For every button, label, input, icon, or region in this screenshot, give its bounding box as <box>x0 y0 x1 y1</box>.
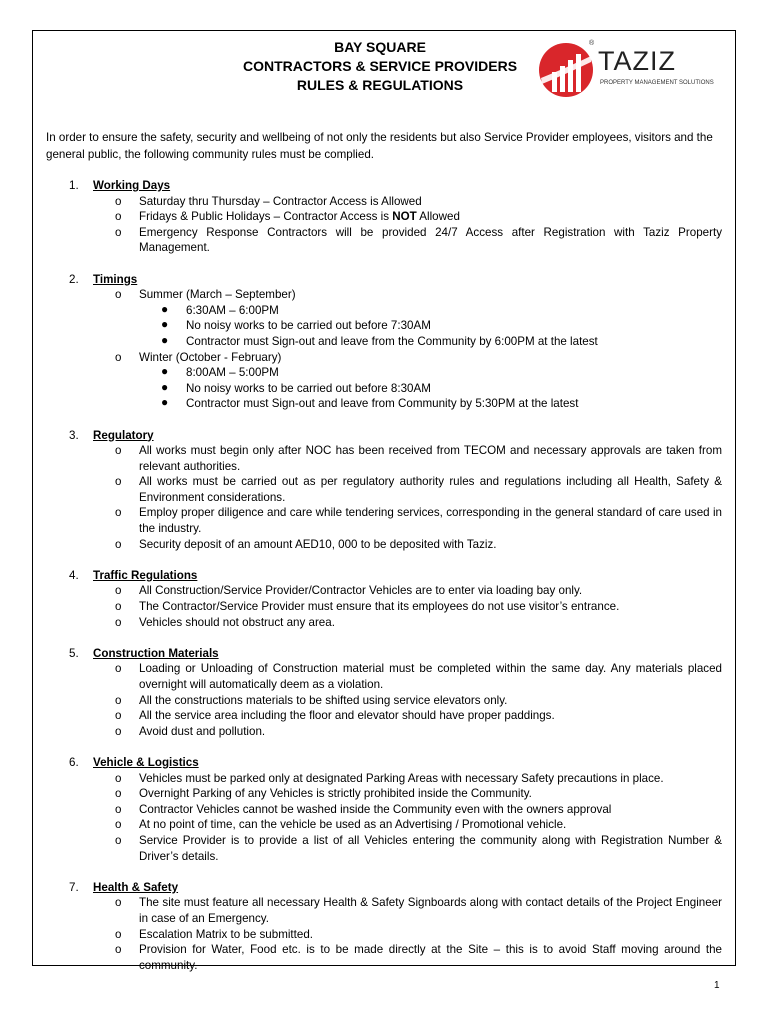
section-title: Timings <box>93 272 138 286</box>
sub-rule-item <box>46 318 722 334</box>
rule-text <box>139 209 722 225</box>
section-number: 4. <box>69 568 79 582</box>
section-heading <box>46 178 722 194</box>
document-title <box>220 38 540 95</box>
section-title: Working Days <box>93 179 171 192</box>
section-title: Health & Safety <box>93 880 179 894</box>
rule-item <box>46 287 722 303</box>
page-number: 1 <box>714 980 720 991</box>
bullet-circle-icon: o <box>115 662 122 676</box>
bullet-circle-icon: o <box>115 787 122 801</box>
rule-text-part: Allowed <box>416 210 460 224</box>
sub-rule-text: No noisy works to be carried out before 8:30AM <box>186 381 431 395</box>
bullet-circle-icon: o <box>115 584 122 598</box>
rule-section <box>46 880 722 974</box>
section-heading <box>46 272 722 288</box>
bullet-circle-icon: o <box>115 833 122 847</box>
rule-section <box>46 178 722 256</box>
rule-text: All Construction/Service Provider/Contractor Vehicles are to enter via loading bay only. <box>139 584 583 598</box>
bullet-circle-icon: o <box>115 506 122 520</box>
rule-text: All the constructions materials to be shifted using service elevators only. <box>139 693 508 707</box>
section-heading <box>46 428 722 444</box>
sub-rule-text: 6:30AM – 6:00PM <box>186 303 279 317</box>
rule-item <box>46 833 722 864</box>
bullet-circle-icon: o <box>115 693 122 707</box>
rule-text: Security deposit of an amount AED10, 000 to be deposited with Taziz. <box>139 537 497 551</box>
section-title: Construction Materials <box>93 646 219 660</box>
logo-brand: TAZIZ <box>598 46 676 76</box>
logo-tagline: PROPERTY MANAGEMENT SOLUTIONS <box>600 80 714 86</box>
rule-text: Vehicles should not obstruct any area. <box>139 615 335 629</box>
sub-rule-text: Contractor must Sign-out and leave from the Community by 6:00PM at the latest <box>186 334 598 348</box>
title-line-1: BAY SQUARE <box>334 39 426 55</box>
section-heading <box>46 880 722 896</box>
rule-text: Saturday thru Thursday – Contractor Access is Allowed <box>139 194 422 208</box>
bullet-circle-icon: o <box>115 615 122 629</box>
rule-item <box>46 927 722 943</box>
taziz-logo <box>536 40 736 100</box>
section-number: 5. <box>69 646 79 660</box>
rule-section <box>46 272 722 412</box>
section-number: 7. <box>69 880 79 894</box>
bullet-dot-icon: ● <box>161 379 169 394</box>
sub-rule-item <box>46 381 722 397</box>
bullet-circle-icon: o <box>115 709 122 723</box>
sub-rule-item <box>46 303 722 319</box>
rule-text: Avoid dust and pollution. <box>139 724 266 738</box>
bullet-dot-icon: ● <box>161 364 169 379</box>
title-line-2: CONTRACTORS & SERVICE PROVIDERS <box>242 58 518 74</box>
bullet-circle-icon: o <box>115 818 122 832</box>
bullet-circle-icon: o <box>115 600 122 614</box>
rule-text-emphasis: NOT <box>392 210 417 224</box>
bullet-circle-icon: o <box>115 210 122 224</box>
rule-text: The site must feature all necessary Health & Safety Signboards along with contact details of the Project Engineer in case of an Emergency. <box>139 896 722 925</box>
bullet-circle-icon: o <box>115 724 122 738</box>
sub-rule-item <box>46 365 722 381</box>
bullet-circle-icon: o <box>115 288 122 302</box>
rule-text: Loading or Unloading of Construction material must be completed within the same day. Any materials placed overnight will automatically deem as a violation. <box>139 662 722 691</box>
rule-item <box>46 583 722 599</box>
rule-text-part: Fridays & Public Holidays – Contractor Access is <box>139 210 393 224</box>
rule-item <box>46 661 722 692</box>
rule-item <box>46 474 722 505</box>
rule-text: All works must be carried out as per regulatory authority rules and regulations including all Health, Safety & Environment considerations. <box>139 475 722 504</box>
rule-text: All works must begin only after NOC has been received from TECOM and necessary approvals are taken from relevant authorities. <box>139 444 722 473</box>
rules-sections <box>46 178 722 989</box>
bullet-dot-icon: ● <box>161 332 169 347</box>
rule-section <box>46 428 722 553</box>
section-title: Regulatory <box>93 428 154 442</box>
bullet-circle-icon: o <box>115 444 122 458</box>
sub-rule-text: Contractor must Sign-out and leave from Community by 5:30PM at the latest <box>186 397 579 411</box>
rule-item <box>46 209 722 225</box>
rule-section <box>46 646 722 740</box>
rule-item <box>46 443 722 474</box>
rule-item <box>46 724 722 740</box>
rule-item <box>46 942 722 973</box>
rule-section <box>46 755 722 864</box>
rule-item <box>46 802 722 818</box>
bullet-circle-icon: o <box>115 537 122 551</box>
rule-text: Emergency Response Contractors will be provided 24/7 Access after Registration with Taziz Property Management. <box>139 225 722 255</box>
sub-rule-item <box>46 334 722 350</box>
bullet-dot-icon: ● <box>161 301 169 316</box>
rule-text: Employ proper diligence and care while tendering services, corresponding in the general standard of care used in the industry. <box>139 506 722 536</box>
rule-text: Escalation Matrix to be submitted. <box>139 927 313 941</box>
rule-item <box>46 615 722 631</box>
rule-item <box>46 817 722 833</box>
bullet-circle-icon: o <box>115 771 122 785</box>
rule-text: All the service area including the floor and elevator should have proper paddings. <box>139 709 555 723</box>
bullet-circle-icon: o <box>115 927 122 941</box>
bullet-circle-icon: o <box>115 896 122 910</box>
rule-text: Winter (October - February) <box>139 350 282 364</box>
rule-text: Contractor Vehicles cannot be washed inside the Community even with the owners approval <box>139 802 612 816</box>
sub-rule-text: No noisy works to be carried out before 7:30AM <box>186 319 431 333</box>
bullet-circle-icon: o <box>115 475 122 489</box>
bullet-dot-icon: ● <box>161 395 169 410</box>
rule-item <box>46 194 722 210</box>
rule-item <box>46 895 722 926</box>
section-number: 1. <box>69 179 79 192</box>
bullet-dot-icon: ● <box>161 317 169 332</box>
intro-paragraph: In order to ensure the safety, security and wellbeing of not only the residents but also Service Provider employees, visitors and the general public, the following community rules must be complied. <box>46 131 713 161</box>
registered-mark: ® <box>589 40 595 47</box>
rule-text: Service Provider is to provide a list of all Vehicles entering the community along with Registration Number & Driver’s details. <box>139 833 722 863</box>
rule-item <box>46 537 722 553</box>
section-heading <box>46 646 722 662</box>
rule-item <box>46 786 722 802</box>
bullet-circle-icon: o <box>115 802 122 816</box>
section-number: 6. <box>69 755 79 769</box>
rule-text: Summer (March – September) <box>139 288 296 302</box>
section-title: Vehicle & Logistics <box>93 755 199 769</box>
rule-item <box>46 599 722 615</box>
section-title: Traffic Regulations <box>93 568 198 582</box>
rule-text: Provision for Water, Food etc. is to be made directly at the Site – this is to avoid Staff moving around the community. <box>139 943 722 972</box>
section-heading <box>46 568 722 584</box>
logo-emblem-icon <box>536 40 596 100</box>
rule-item <box>46 693 722 709</box>
sub-rule-text: 8:00AM – 5:00PM <box>186 366 279 380</box>
rule-item <box>46 708 722 724</box>
rule-item <box>46 505 722 536</box>
sub-rule-item <box>46 396 722 412</box>
rule-text: At no point of time, can the vehicle be used as an Advertising / Promotional vehicle. <box>139 818 567 832</box>
section-heading <box>46 755 722 771</box>
rule-item <box>46 350 722 366</box>
title-line-3: RULES & REGULATIONS <box>296 77 464 93</box>
bullet-circle-icon: o <box>115 194 122 208</box>
section-number: 2. <box>69 272 79 286</box>
rule-item <box>46 771 722 787</box>
rule-item <box>46 225 722 256</box>
rule-text: Vehicles must be parked only at designated Parking Areas with necessary Safety precautions in place. <box>139 771 664 785</box>
bullet-circle-icon: o <box>115 943 122 957</box>
bullet-circle-icon: o <box>115 225 122 239</box>
rule-text: The Contractor/Service Provider must ensure that its employees do not use visitor’s entrance. <box>139 600 620 614</box>
bullet-circle-icon: o <box>115 350 122 364</box>
rule-text: Overnight Parking of any Vehicles is strictly prohibited inside the Community. <box>139 787 532 801</box>
rule-section <box>46 568 722 630</box>
section-number: 3. <box>69 428 79 442</box>
